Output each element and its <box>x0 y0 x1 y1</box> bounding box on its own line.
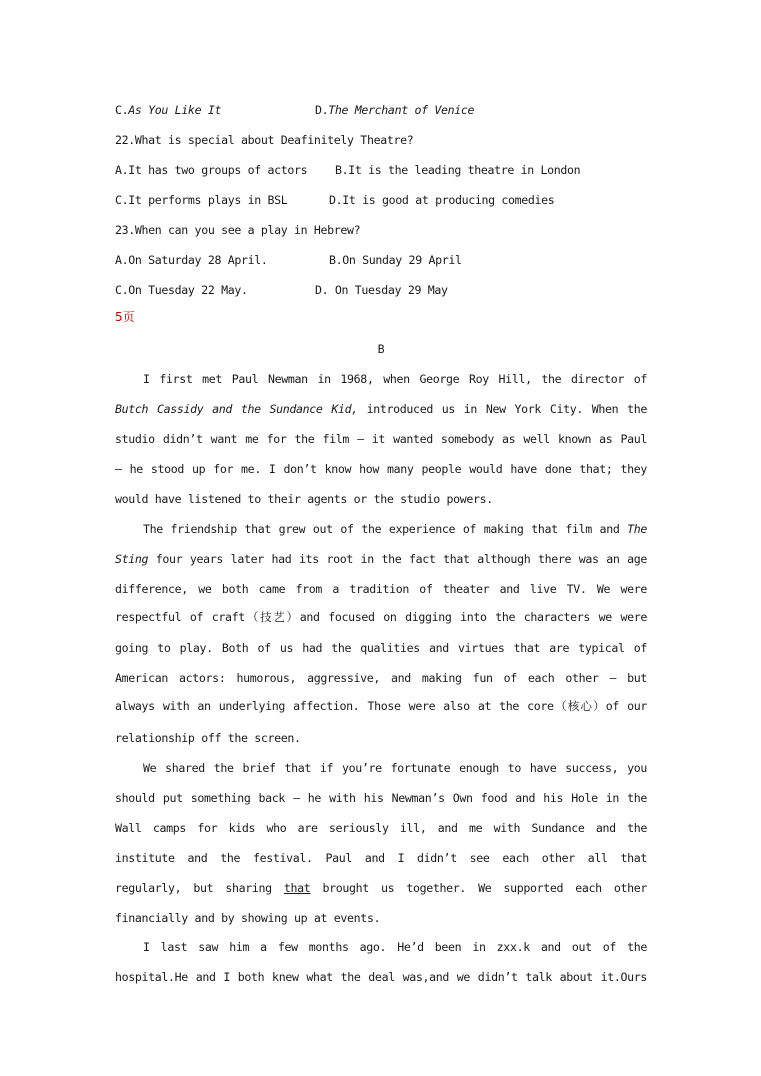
q21-option-d: D.The Merchant of Venice <box>315 103 475 117</box>
p3-line-4: institute and the festival. Paul and I didn’t see each other all that <box>115 851 647 865</box>
page-marker: 5页 <box>115 310 135 324</box>
p2-line-4: respectful of craft（技艺）and focused on digging into the characters we were <box>115 610 647 624</box>
q23-options-cd <box>115 282 647 298</box>
p2-line-2: Sting four years later had its root in the fact that although there was an age <box>115 552 647 566</box>
film-title-butch-cassidy: Butch Cassidy and the Sundance Kid, <box>115 402 358 416</box>
p2-line-1: The friendship that grew out of the experience of making that film and The <box>143 522 647 536</box>
p1-line-2: Butch Cassidy and the Sundance Kid, introduced us in New York City. When the <box>115 402 647 416</box>
film-title-the-sting-part2: Sting <box>115 552 149 566</box>
q22-stem: 22.What is special about Deafinitely Theatre? <box>115 133 414 147</box>
p3-line-5: regularly, but sharing that brought us together. We supported each other <box>115 881 647 895</box>
film-title-the-sting-part1: The <box>627 522 647 536</box>
p2-line-7: always with an underlying affection. Those were also at the core（核心）of our <box>115 699 647 713</box>
q23-options-ab <box>115 252 647 268</box>
p3-line-1: We shared the brief that if you’re fortunate enough to have success, you <box>143 761 647 775</box>
p2-line-5: going to play. Both of us had the qualities and virtues that are typical of <box>115 641 647 655</box>
q22-options-cd <box>115 192 647 208</box>
p2-line-8: relationship off the screen. <box>115 731 301 745</box>
p1-line-4: – he stood up for me. I don’t know how many people would have done that; they <box>115 462 647 476</box>
q22-options-ab <box>115 162 647 178</box>
p3-line-3: Wall camps for kids who are seriously ill, and me with Sundance and the <box>115 821 647 835</box>
p2-line-6: American actors: humorous, aggressive, and making fun of each other – but <box>115 671 647 685</box>
p4-line-2: hospital.He and I both knew what the deal was,and we didn’t talk about it.Ours <box>115 970 647 984</box>
p3-line-6: financially and by showing up at events. <box>115 911 381 925</box>
p1-line-1: I first met Paul Newman in 1968, when George Roy Hill, the director of <box>143 372 647 386</box>
section-title: B <box>377 342 385 356</box>
p1-line-5: would have listened to their agents or the studio powers. <box>115 492 493 506</box>
q21-options-cd <box>115 102 647 118</box>
q23-stem: 23.When can you see a play in Hebrew? <box>115 223 361 237</box>
q22-option-a: A.It has two groups of actors <box>115 163 308 177</box>
q23-option-a: A.On Saturday 28 April. <box>115 253 268 267</box>
q22-option-b: B.It is the leading theatre in London <box>335 163 581 177</box>
q23-option-d: D. On Tuesday 29 May <box>315 283 448 297</box>
q22-option-d: D.It is good at producing comedies <box>329 193 555 207</box>
p3-line-2: should put something back – he with his Newman’s Own food and his Hole in the <box>115 791 647 805</box>
p2-line-3: difference, we both came from a tradition of theater and live TV. We were <box>115 582 647 596</box>
q21-option-c: C.As You Like It <box>115 103 222 117</box>
p4-line-1: I last saw him a few months ago. He’d been in zxx.k and out of the <box>143 940 647 954</box>
underlined-word-that: that <box>283 881 311 895</box>
p1-line-3: studio didn’t want me for the film – it wanted somebody as well known as Paul <box>115 432 647 446</box>
q22-option-c: C.It performs plays in BSL <box>115 193 288 207</box>
q23-option-b: B.On Sunday 29 April <box>329 253 462 267</box>
q23-option-c: C.On Tuesday 22 May. <box>115 283 248 297</box>
